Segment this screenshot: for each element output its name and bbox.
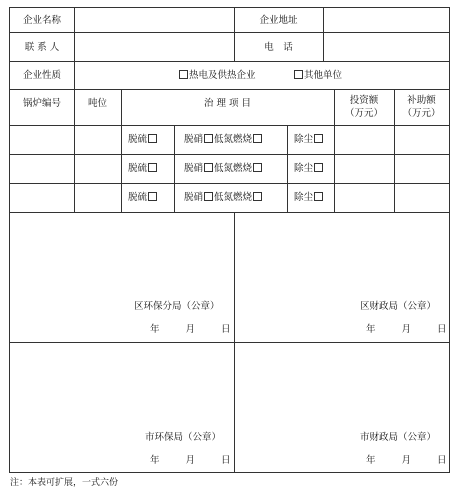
company-nature-label: 企业性质 xyxy=(22,70,61,81)
district-env-date: 年 月 日 xyxy=(150,324,231,335)
checkbox[interactable] xyxy=(314,192,323,201)
option-other: 其他单位 xyxy=(293,70,342,81)
city-finance-date: 年 月 日 xyxy=(366,455,447,466)
company-address-label: 企业地址 xyxy=(259,15,298,26)
phone-label: 电 话 xyxy=(264,42,293,53)
tonnage-header: 吨位 xyxy=(87,98,107,109)
checkbox[interactable] xyxy=(204,192,213,201)
checkbox[interactable] xyxy=(294,70,303,79)
checkbox[interactable] xyxy=(314,163,323,172)
subsidy-form: 企业名称 企业地址 联 系 人 电 话 企业性质 热电及供热企业 其他单位 锅炉编号 吨位 治 理 项 目 投资额 （万元） 补助额 （万元） 脱硫 脱硝 低氮燃烧 除尘 脱硫 脱硝 低氮燃烧 除尘 脱硫 脱硝 低氮燃烧 除尘 区环保分局（公章） 年 月 日 区财政局（公章） 年 月 日 市环保局（公章） 年 月 日 市财政局（公章） 年 月 日 xyxy=(9,7,450,473)
investment-header: 投资额 （万元） xyxy=(344,95,383,119)
checkbox[interactable] xyxy=(253,163,262,172)
option-heat-power: 热电及供热企业 xyxy=(178,70,256,81)
checkbox[interactable] xyxy=(204,134,213,143)
checkbox[interactable] xyxy=(148,134,157,143)
checkbox[interactable] xyxy=(179,70,188,79)
district-env-seal: 区环保分局（公章） xyxy=(134,301,220,312)
district-finance-date: 年 月 日 xyxy=(366,324,447,335)
checkbox[interactable] xyxy=(314,134,323,143)
company-name-label: 企业名称 xyxy=(22,15,61,26)
boiler-number-header: 锅炉编号 xyxy=(22,98,61,109)
checkbox[interactable] xyxy=(204,163,213,172)
city-env-seal: 市环保局（公章） xyxy=(145,432,222,443)
footnote: 注：本表可扩展，一式六份 xyxy=(10,478,119,488)
checkbox[interactable] xyxy=(253,192,262,201)
checkbox[interactable] xyxy=(148,163,157,172)
city-finance-seal: 市财政局（公章） xyxy=(360,432,437,443)
district-finance-seal: 区财政局（公章） xyxy=(360,301,437,312)
treatment-header: 治 理 项 目 xyxy=(203,98,252,109)
checkbox[interactable] xyxy=(253,134,262,143)
checkbox[interactable] xyxy=(148,192,157,201)
subsidy-header: 补助额 （万元） xyxy=(402,95,441,119)
contact-label: 联 系 人 xyxy=(24,42,60,53)
city-env-date: 年 月 日 xyxy=(150,455,231,466)
